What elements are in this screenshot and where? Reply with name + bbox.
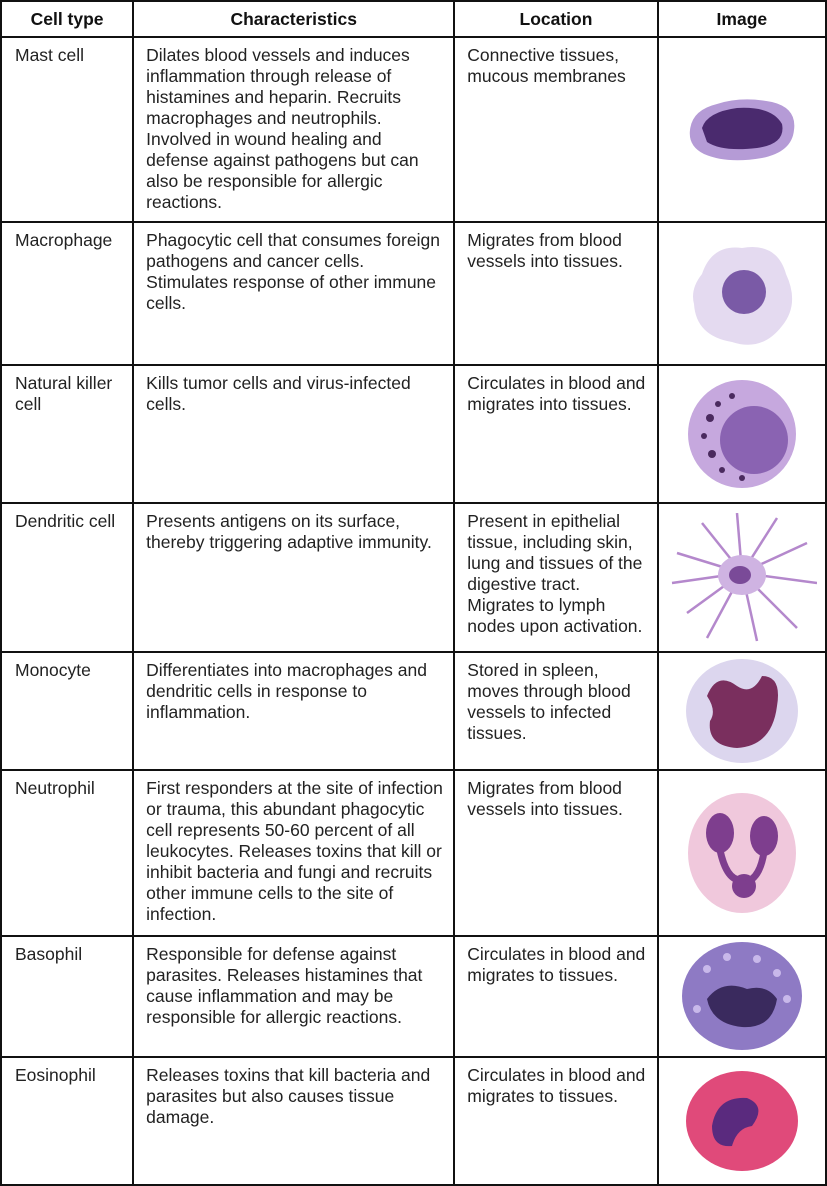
- cell-type-name: Monocyte: [1, 652, 133, 770]
- cell-characteristics: Presents antigens on its surface, thereby triggering adaptive immunity.: [133, 503, 454, 652]
- cell-type-name: Eosinophil: [1, 1057, 133, 1185]
- cell-image: [658, 936, 826, 1057]
- cell-location: Present in epithelial tissue, including skin, lung and tissues of the digestive tract. Migrates to lymph nodes upon activation.: [454, 503, 657, 652]
- cell-location: Circulates in blood and migrates to tissues.: [454, 1057, 657, 1185]
- eosinophil-illustration: [659, 1066, 825, 1176]
- monocyte-illustration: [659, 656, 825, 766]
- header-characteristics: Characteristics: [133, 1, 454, 37]
- dendritic-cell-illustration: [659, 513, 825, 643]
- cell-characteristics: Phagocytic cell that consumes foreign pathogens and cancer cells. Stimulates response of other immune cells.: [133, 222, 454, 365]
- cell-characteristics: Responsible for defense against parasites. Releases histamines that cause inflammation and may be responsible for allergic reactions.: [133, 936, 454, 1057]
- cell-location: Circulates in blood and migrates to tissues.: [454, 936, 657, 1057]
- cell-location: Stored in spleen, moves through blood vessels to infected tissues.: [454, 652, 657, 770]
- neutrophil-illustration: [659, 788, 825, 918]
- cell-image: [658, 652, 826, 770]
- cell-type-name: Neutrophil: [1, 770, 133, 936]
- header-location: Location: [454, 1, 657, 37]
- cell-type-name: Basophil: [1, 936, 133, 1057]
- natural-killer-cell-illustration: [659, 374, 825, 494]
- cell-image: [658, 770, 826, 936]
- header-cell-type: Cell type: [1, 1, 133, 37]
- cell-type-name: Dendritic cell: [1, 503, 133, 652]
- table-row: [1, 365, 826, 503]
- macrophage-illustration: [659, 234, 825, 354]
- mast-cell-illustration: [659, 90, 825, 170]
- basophil-illustration: [659, 939, 825, 1054]
- cell-image: [658, 222, 826, 365]
- cell-characteristics: Releases toxins that kill bacteria and parasites but also causes tissue damage.: [133, 1057, 454, 1185]
- cell-image: [658, 37, 826, 222]
- cell-characteristics: Differentiates into macrophages and dendritic cells in response to inflammation.: [133, 652, 454, 770]
- cell-image: [658, 503, 826, 652]
- table-row: [1, 652, 826, 770]
- cell-type-name: Macrophage: [1, 222, 133, 365]
- table-row: [1, 222, 826, 365]
- header-image: Image: [658, 1, 826, 37]
- cell-characteristics: Dilates blood vessels and induces inflammation through release of histamines and heparin. Recruits macrophages and neutrophils. Involved in wound healing and defense against pathogens but can also be responsible for allergic reactions.: [133, 37, 454, 222]
- table-row: [1, 1057, 826, 1185]
- cell-type-name: Mast cell: [1, 37, 133, 222]
- cell-type-name: Natural killer cell: [1, 365, 133, 503]
- cell-location: Circulates in blood and migrates into tissues.: [454, 365, 657, 503]
- table-row: [1, 37, 826, 222]
- cell-location: Connective tissues, mucous membranes: [454, 37, 657, 222]
- cell-characteristics: Kills tumor cells and virus-infected cells.: [133, 365, 454, 503]
- table-row: [1, 936, 826, 1057]
- cell-location: Migrates from blood vessels into tissues.: [454, 222, 657, 365]
- table-row: [1, 503, 826, 652]
- header-row: [1, 1, 826, 37]
- cell-characteristics: First responders at the site of infection or trauma, this abundant phagocytic cell represents 50-60 percent of all leukocytes. Releases toxins that kill or inhibit bacteria and fungi and recruits other immune cells to the site of infection.: [133, 770, 454, 936]
- cell-image: [658, 1057, 826, 1185]
- cell-image: [658, 365, 826, 503]
- table-row: [1, 770, 826, 936]
- cell-location: Migrates from blood vessels into tissues.: [454, 770, 657, 936]
